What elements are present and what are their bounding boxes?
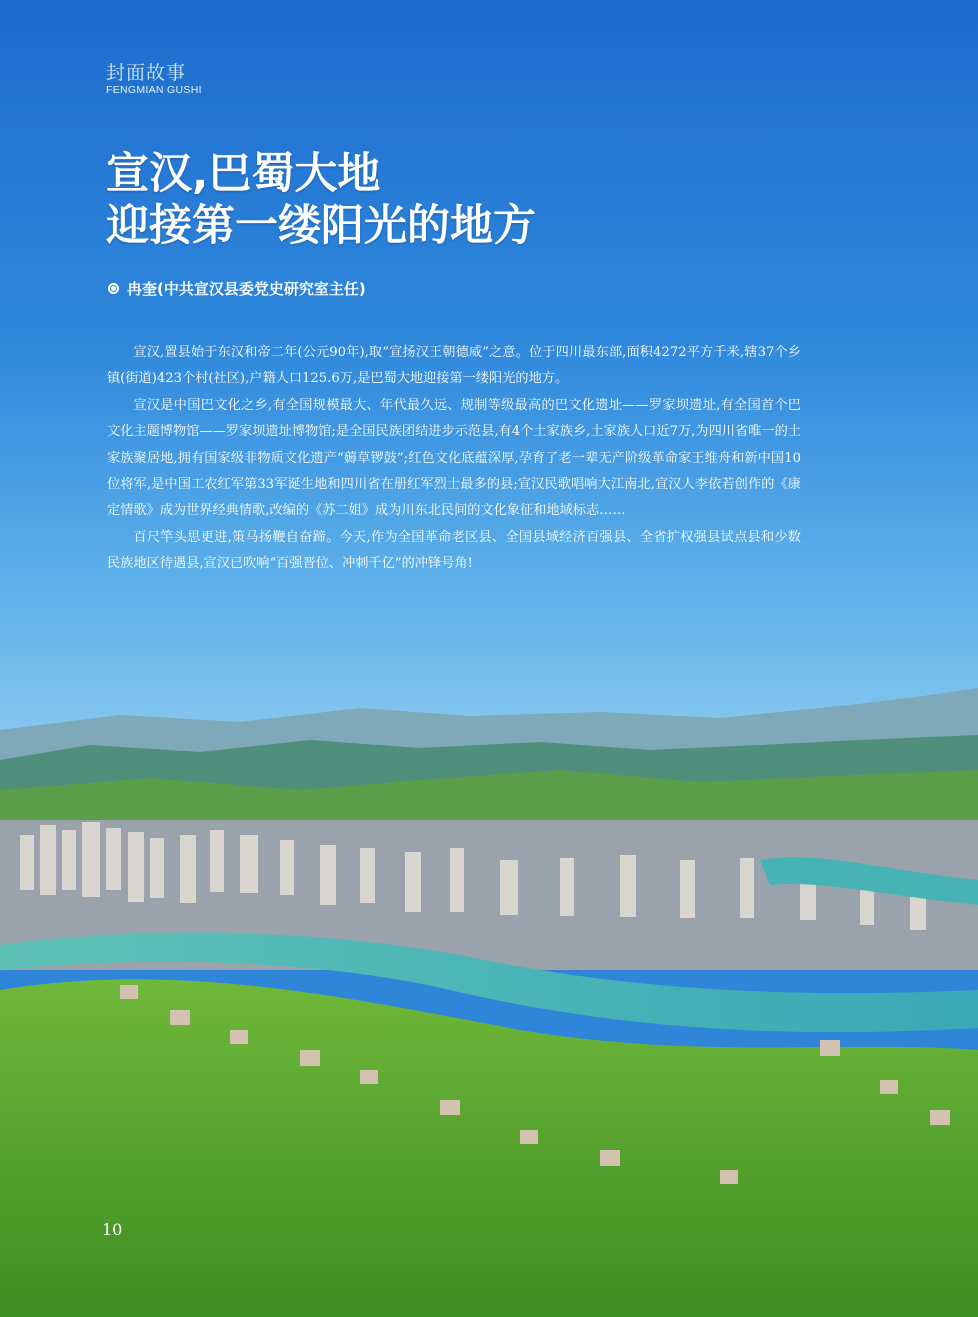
title-line-1: 宣汉,巴蜀大地	[106, 149, 381, 199]
column-title: 封面故事	[106, 62, 187, 84]
author-name: 冉奎(中共宣汉县委党史研究室主任)	[127, 280, 366, 298]
paragraph: 百尺竿头思更进,策马扬鞭自奋蹄。今天,作为全国革命老区县、全国县域经济百强县、全省扩权强县试点县和少数民族地区待遇县,宣汉已吹响“百强晋位、冲刺千亿”的冲锋号角!	[107, 529, 801, 572]
author-byline	[108, 278, 366, 299]
column-header	[106, 62, 202, 97]
column-pinyin: FENGMIAN GUSHI	[106, 84, 202, 96]
title-line-2: 迎接第一缕阳光的地方	[106, 201, 536, 251]
bullet-icon	[108, 283, 119, 294]
page-number: 10	[102, 1220, 123, 1239]
article-body	[107, 340, 801, 578]
paragraph: 宣汉是中国巴文化之乡,有全国规模最大、年代最久远、规制等级最高的巴文化遗址——罗家坝遗址,有全国首个巴文化主题博物馆——罗家坝遗址博物馆;是全国民族团结进步示范县,有4个土家族乡,土家族人口近7万,为四川省唯一的土家族聚居地,拥有国家级非物质文化遗产“薅草锣鼓”;红色文化底蕴深厚,孕育了老一辈无产阶级革命家王维舟和新中国10位将军,是中国工农红军第33军诞生地和四川省在册红军烈士最多的县;宣汉民歌唱响大江南北,宣汉人李依若创作的《康定情歌》成为世界经典情歌,改编的《苏二姐》成为川东北民间的文化象征和地域标志……	[107, 397, 801, 519]
article-title	[106, 148, 536, 252]
paragraph: 宣汉,置县始于东汉和帝二年(公元90年),取“宣扬汉王朝德威”之意。位于四川最东部,面积4272平方千米,辖37个乡镇(街道)423个村(社区),户籍人口125.6万,是巴蜀大地迎接第一缕阳光的地方。	[107, 345, 801, 387]
